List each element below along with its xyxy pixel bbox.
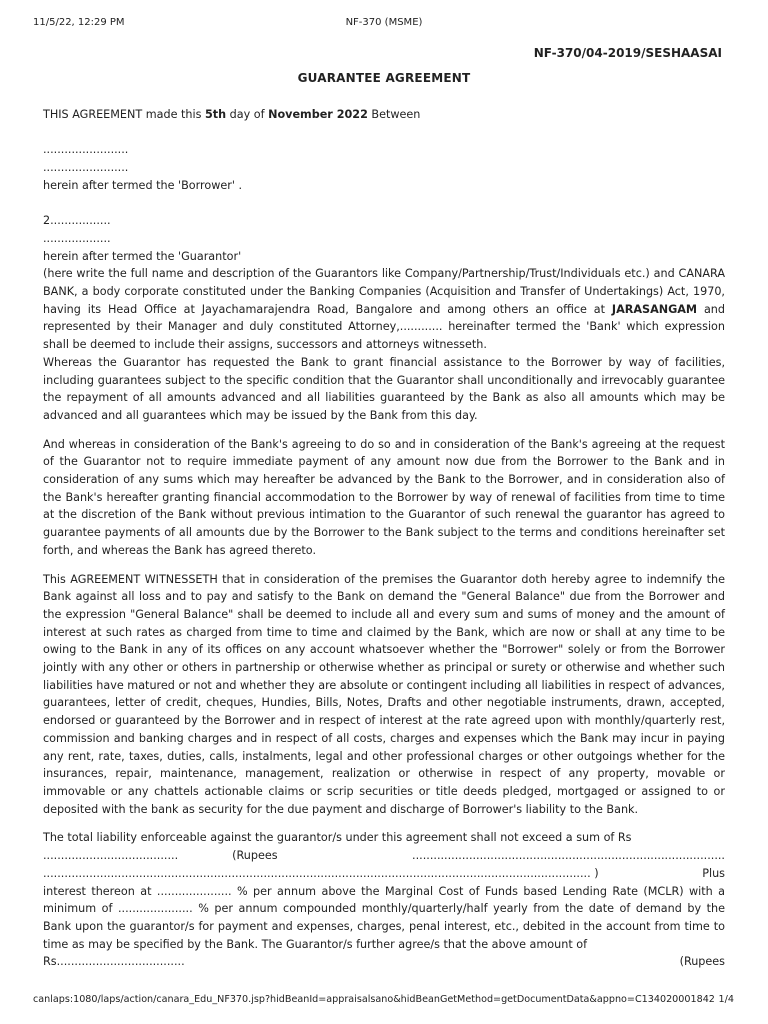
page-number: 1/4	[718, 994, 734, 1005]
print-doc-code: NF-370 (MSME)	[345, 17, 423, 28]
document-body	[43, 106, 725, 971]
liability-words-blank-2: .......................................................................................................................................................... )	[43, 866, 599, 880]
witnesseth-paragraph: This AGREEMENT WITNESSETH that in consideration of the premises the Guarantor doth hereby agree to indemnify the Bank against all loss and to pay and satisfy to the Bank on demand the "General Balance" due from the Borrower and the expression "General Balance" shall be deemed to include all and every sum and sums of money and the amount of interest at such rates as charged from time to time and claimed by the Bank, which are now or shall at any time to be owing to the Bank in any of its offices on any account whatsoever whether the "Borrower" solely or from the Borrower jointly with any other or others in partnership or otherwise whether as principal or surety or otherwise and whether such liabilities have matured or not and whether they are absolute or contingent including all liabilities in respect of advances, guarantees, letter of credit, cheques, Hundies, Bills, Notes, Drafts and other negotiable instruments, drawn, accepted, endorsed or guaranteed by the Borrower and in respect of interest at the rate agreed upon with monthly/quarterly rest, commission and banking charges and in respect of all costs, charges and expenses which the Bank may incur in paying any rent, rate, taxes, duties, calls, instalments, legal and other professional charges or other outgoings whether for the insurances, repair, maintenance, management, realization or otherwise in respect of any property, movable or immovable or any chattels actionable claims or scrip securities or title deeds pledged, mortgaged or assigned to or deposited with the bank as security for the due payment and discharge of Borrower's liability to the Bank.	[43, 572, 725, 816]
liability-line-2	[43, 847, 725, 865]
whereas-paragraph: Whereas the Guarantor has requested the Bank to grant financial assistance to the Borrower by way of facilities, including guarantees subject to the specific condition that the Guarantor shall unconditionally and irrevocably guarantee the repayment of all amounts advanced and all liabilities guaranteed by the Bank as also all amounts which may be advanced and all guarantees which may be issued by the Bank from this day.	[43, 355, 725, 422]
guarantor-blank-2: ...................	[43, 231, 111, 245]
agreement-day: 5th	[204, 108, 227, 121]
borrower-blank-2: ........................	[43, 161, 129, 175]
liability-interest-text: interest thereon at ..................... % per annum above the Marginal Cost of Funds based Lending Rate (MCLR) with a minimum of ..................... % per annum compounded monthly/quarterly/half yearly from the date of demand by the Bank upon the guarantor/s for payment and expenses, charges, penal interest, etc., debited in the account from time to time as may be specified by the Bank. The Guarantor/s further agree/s that the above amount of	[43, 884, 725, 951]
intro-suffix: Between	[367, 108, 421, 121]
liability-last-rupees: (Rupees	[679, 955, 725, 969]
liability-last-line	[43, 953, 725, 971]
liability-plus: Plus	[702, 866, 725, 880]
liability-amount-blank: ......................................	[43, 849, 179, 863]
guarantor-blank-1: 2.................	[43, 214, 111, 228]
and-whereas-paragraph: And whereas in consideration of the Bank's agreeing to do so and in consideration of the Bank's agreeing at the request of the Guarantor not to require immediate payment of any amount now due from the Borrower to the Bank and in consideration of any sums which may hereafter be advanced by the Bank to the Borrower, and in consideration also of the Bank's hereafter granting financial accommodation to the Borrower by way of renewal of facilities from time to time at the discretion of the Bank without previous intimation to the Guarantor of such renewal the guarantor has agreed to guarantee payments of all amounts due by the Borrower to the Bank subject to the terms and conditions hereinafter set forth, and whereas the Bank has agreed thereto.	[43, 437, 725, 557]
intro-line	[43, 106, 725, 124]
borrower-blank-1: ........................	[43, 143, 129, 157]
liability-last-amount: Rs....................................	[43, 955, 185, 969]
borrower-label: herein after termed the 'Borrower' .	[43, 178, 243, 192]
bank-paragraph	[43, 265, 725, 354]
footer-url: canlaps:1080/laps/action/canara_Edu_NF370.jsp?hidBeanId=appraisalsano&hidBeanGetMethod=getDocumentData&appno=C134020001842	[33, 994, 715, 1005]
bank-paragraph-part1: (here write the full name and description of the Guarantors like Company/Partnership/Trust/Individuals etc.) and CANARA BANK, a body corporate constituted under the Banking Companies (Acquisition and Transfer of Undertakings) Act, 1970, having its Head Office at Jayachamarajendra Road, Bangalore and among others an office at	[43, 267, 725, 316]
bank-paragraph-part2: and represented by their Manager and duly constituted Attorney,............ hereinafter termed the 'Bank' which expression shall be deemed to include their assigns, successors and attorneys witnesseth.	[43, 302, 726, 352]
page-title: GUARANTEE AGREEMENT	[297, 71, 471, 85]
intro-mid: day of	[226, 108, 269, 121]
agreement-month-year: November 2022	[268, 108, 368, 121]
bank-office-name: JARASANGAM	[611, 302, 698, 316]
intro-prefix: THIS AGREEMENT made this	[43, 108, 205, 121]
liability-rupees-label: (Rupees	[232, 849, 278, 863]
guarantor-label: herein after termed the 'Guarantor'	[43, 249, 242, 263]
reference-number: NF-370/04-2019/SESHAASAI	[533, 46, 722, 60]
print-datetime: 11/5/22, 12:29 PM	[33, 17, 125, 28]
liability-words-blank: ........................................................................................	[412, 849, 725, 863]
liability-line-3	[43, 865, 725, 883]
liability-line-1: The total liability enforceable against the guarantor/s under this agreement shall not exceed a sum of Rs	[43, 831, 632, 845]
